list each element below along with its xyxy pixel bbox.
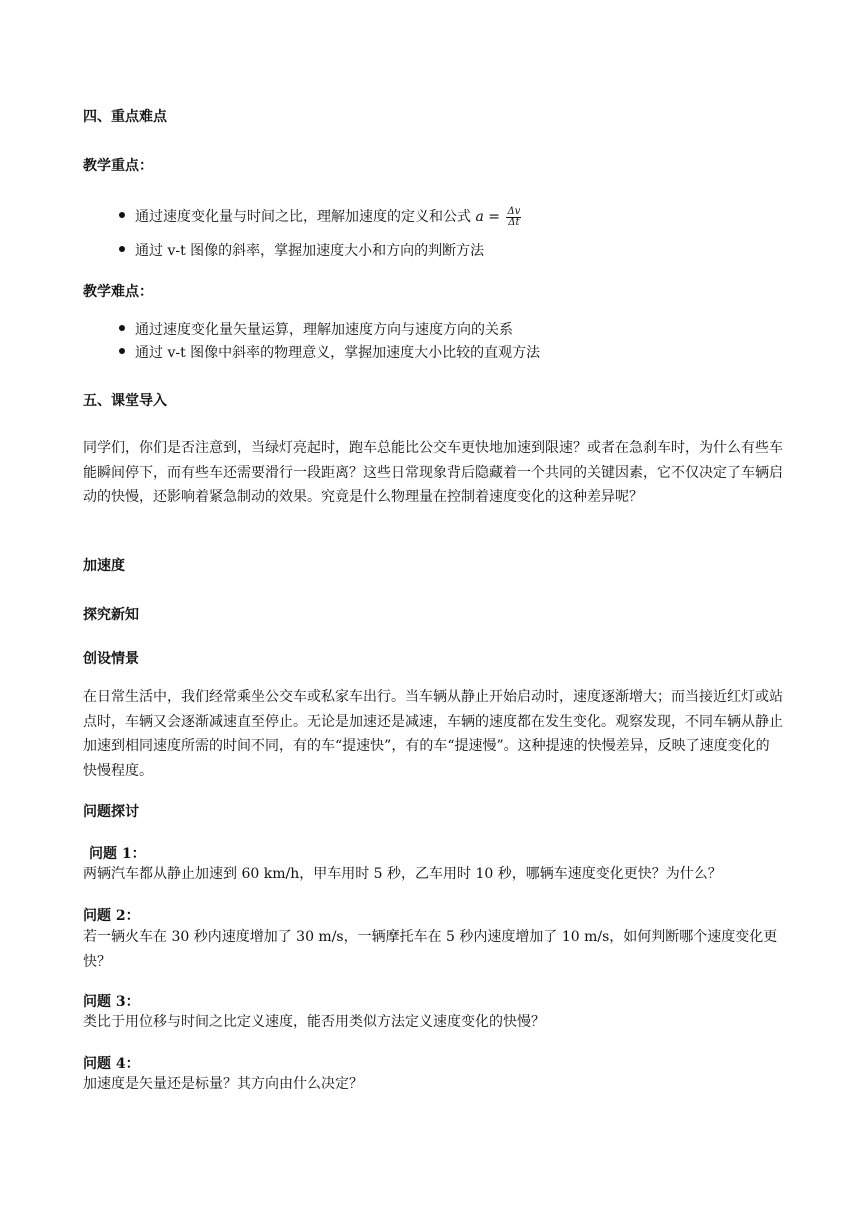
formula-fraction xyxy=(506,207,521,228)
discussion-title: 问题探讨 xyxy=(83,804,139,820)
formula-numerator: Δv xyxy=(507,205,521,217)
scenario-paragraph: 在日常生活中，我们经常乘坐公交车或私家车出行。当车辆从静止开始启动时，速度逐渐增大；而当接近红灯或站点时，车辆又会逐渐减速直至停止。无论是加速还是减速，车辆的速度都在发生变化。观察发现，不同车辆从静止加速到相同速度所需的时间不同，有的车“提速快”，有的车“提速慢”。这种提速的快慢差异，反映了速度变化的快慢程度。 xyxy=(83,689,783,779)
key-point-item-1 xyxy=(135,206,521,228)
difficult-point-item-2 xyxy=(135,342,540,362)
difficult-point-text-2: 通过 v-t 图像中斜率的物理意义，掌握加速度大小比较的直观方法 xyxy=(135,345,541,361)
question-label-2: 问题 2： xyxy=(83,908,140,924)
question-text-4: 加速度是矢量还是标量？其方向由什么决定？ xyxy=(83,1076,363,1092)
section-title-intro: 五、课堂导入 xyxy=(83,393,167,409)
formula-lhs: a = xyxy=(475,209,500,225)
question-label-3: 问题 3： xyxy=(83,994,140,1010)
formula-denominator: Δt xyxy=(508,216,520,228)
bullet-icon xyxy=(119,246,125,252)
key-points-label: 教学重点： xyxy=(83,158,153,174)
question-label-1: 问题 1： xyxy=(89,846,146,862)
bullet-icon xyxy=(119,348,125,354)
difficult-point-item-1 xyxy=(135,319,513,339)
scenario-title: 创设情景 xyxy=(83,651,139,667)
key-point-text-1: 通过速度变化量与时间之比，理解加速度的定义和公式 xyxy=(135,209,471,225)
key-point-item-2 xyxy=(135,240,484,260)
question-text-3: 类比于用位移与时间之比定义速度，能否用类似方法定义速度变化的快慢？ xyxy=(83,1014,545,1030)
question-label-4: 问题 4： xyxy=(83,1056,140,1072)
bullet-icon xyxy=(119,212,125,218)
question-text-1: 两辆汽车都从静止加速到 60 km/h，甲车用时 5 秒，乙车用时 10 秒，哪辆车速度变化更快？为什么？ xyxy=(83,866,722,882)
difficult-points-label: 教学难点： xyxy=(83,284,153,300)
question-text-2: 若一辆火车在 30 秒内速度增加了 30 m/s，一辆摩托车在 5 秒内速度增加了 10 m/s，如何判断哪个速度变化更快？ xyxy=(83,929,778,970)
key-point-text-2: 通过 v-t 图像的斜率，掌握加速度大小和方向的判断方法 xyxy=(135,243,485,259)
explore-title: 探究新知 xyxy=(83,607,139,623)
topic-title: 加速度 xyxy=(83,558,125,574)
section-title-key-difficult: 四、重点难点 xyxy=(83,109,167,125)
difficult-point-text-1: 通过速度变化量矢量运算，理解加速度方向与速度方向的关系 xyxy=(135,322,513,338)
bullet-icon xyxy=(119,325,125,331)
intro-paragraph: 同学们，你们是否注意到，当绿灯亮起时，跑车总能比公交车更快地加速到限速？或者在急刹车时，为什么有些车能瞬间停下，而有些车还需要滑行一段距离？这些日常现象背后隐藏着一个共同的关键因素，它不仅决定了车辆启动的快慢，还影响着紧急制动的效果。究竟是什么物理量在控制着速度变化的这种差异呢？ xyxy=(83,440,783,505)
